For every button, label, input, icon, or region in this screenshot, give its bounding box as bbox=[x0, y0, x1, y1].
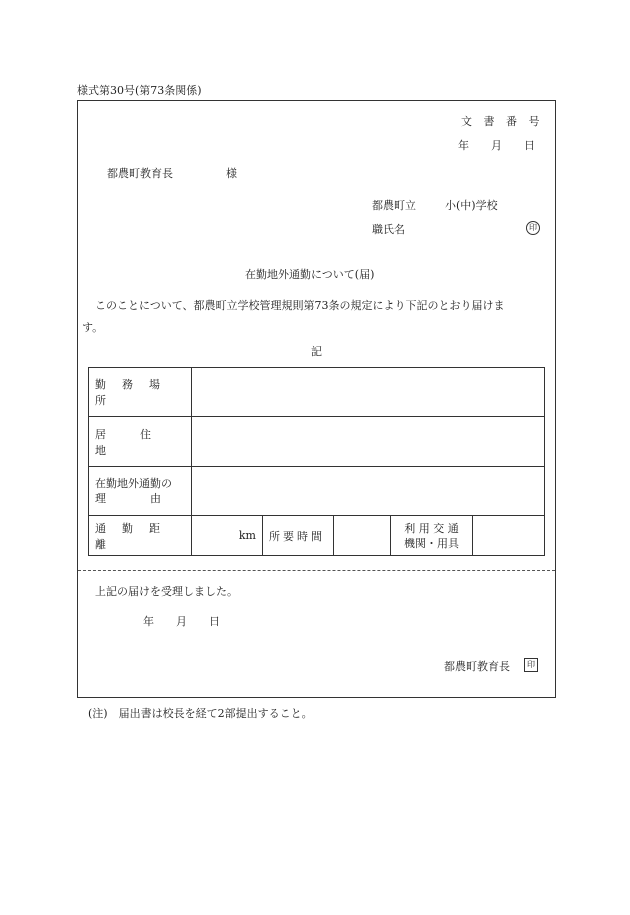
footnote: (注) 届出書は校長を経て2部提出すること。 bbox=[88, 707, 313, 720]
time-label: 所要時間 bbox=[263, 516, 334, 556]
distance-value[interactable] bbox=[192, 516, 263, 556]
addressee: 都農町教育長 bbox=[107, 167, 173, 180]
transport-label-line2: 機関・用具 bbox=[404, 536, 459, 550]
km-unit: km bbox=[238, 529, 256, 542]
seal-icon: 印 bbox=[526, 221, 540, 235]
school-prefix: 都農町立 bbox=[372, 199, 416, 212]
form-number: 様式第30号(第73条関係) bbox=[77, 84, 202, 97]
reason-value[interactable] bbox=[192, 467, 545, 516]
table-row bbox=[89, 368, 545, 417]
form-title: 在勤地外通勤について(届) bbox=[245, 268, 375, 281]
receipt-signer: 都農町教育長 bbox=[444, 660, 510, 673]
position-name-label: 職氏名 bbox=[372, 223, 405, 236]
transport-label-line1: 利 用 交 通 bbox=[404, 521, 459, 535]
residence-value[interactable] bbox=[192, 417, 545, 467]
residence-label: 居住地 bbox=[89, 417, 192, 467]
receipt-text: 上記の届けを受理しました。 bbox=[95, 585, 238, 598]
table-row bbox=[89, 467, 545, 516]
table-row bbox=[89, 516, 545, 556]
work-place-label: 勤務場所 bbox=[89, 368, 192, 417]
receipt-date: 年 月 日 bbox=[143, 615, 220, 628]
seal-icon: 印 bbox=[524, 658, 538, 672]
document-number-label: 文 書 番 号 bbox=[461, 115, 544, 128]
body-text-line2: す。 bbox=[82, 321, 104, 334]
seal-mark-wrapper bbox=[526, 220, 540, 235]
details-table bbox=[88, 367, 545, 556]
reason-label-line2: 理 由 bbox=[95, 492, 161, 505]
reason-label-line1: 在勤地外通勤の bbox=[95, 477, 172, 490]
transport-value[interactable] bbox=[473, 516, 545, 556]
sama-honorific: 様 bbox=[226, 167, 237, 180]
distance-label: 通勤距離 bbox=[89, 516, 192, 556]
body-text-line1: このことについて、都農町立学校管理規則第73条の規定により下記のとおり届けま bbox=[95, 299, 505, 312]
ki-heading: 記 bbox=[311, 345, 322, 358]
school-name: 小(中)学校 bbox=[445, 199, 498, 212]
header-date: 年 月 日 bbox=[458, 139, 535, 152]
table-row bbox=[89, 417, 545, 467]
transport-label bbox=[391, 516, 473, 556]
time-value[interactable] bbox=[334, 516, 391, 556]
receipt-seal-wrapper bbox=[524, 657, 538, 672]
reason-label bbox=[89, 467, 192, 516]
work-place-value[interactable] bbox=[192, 368, 545, 417]
dashed-divider bbox=[78, 570, 555, 571]
